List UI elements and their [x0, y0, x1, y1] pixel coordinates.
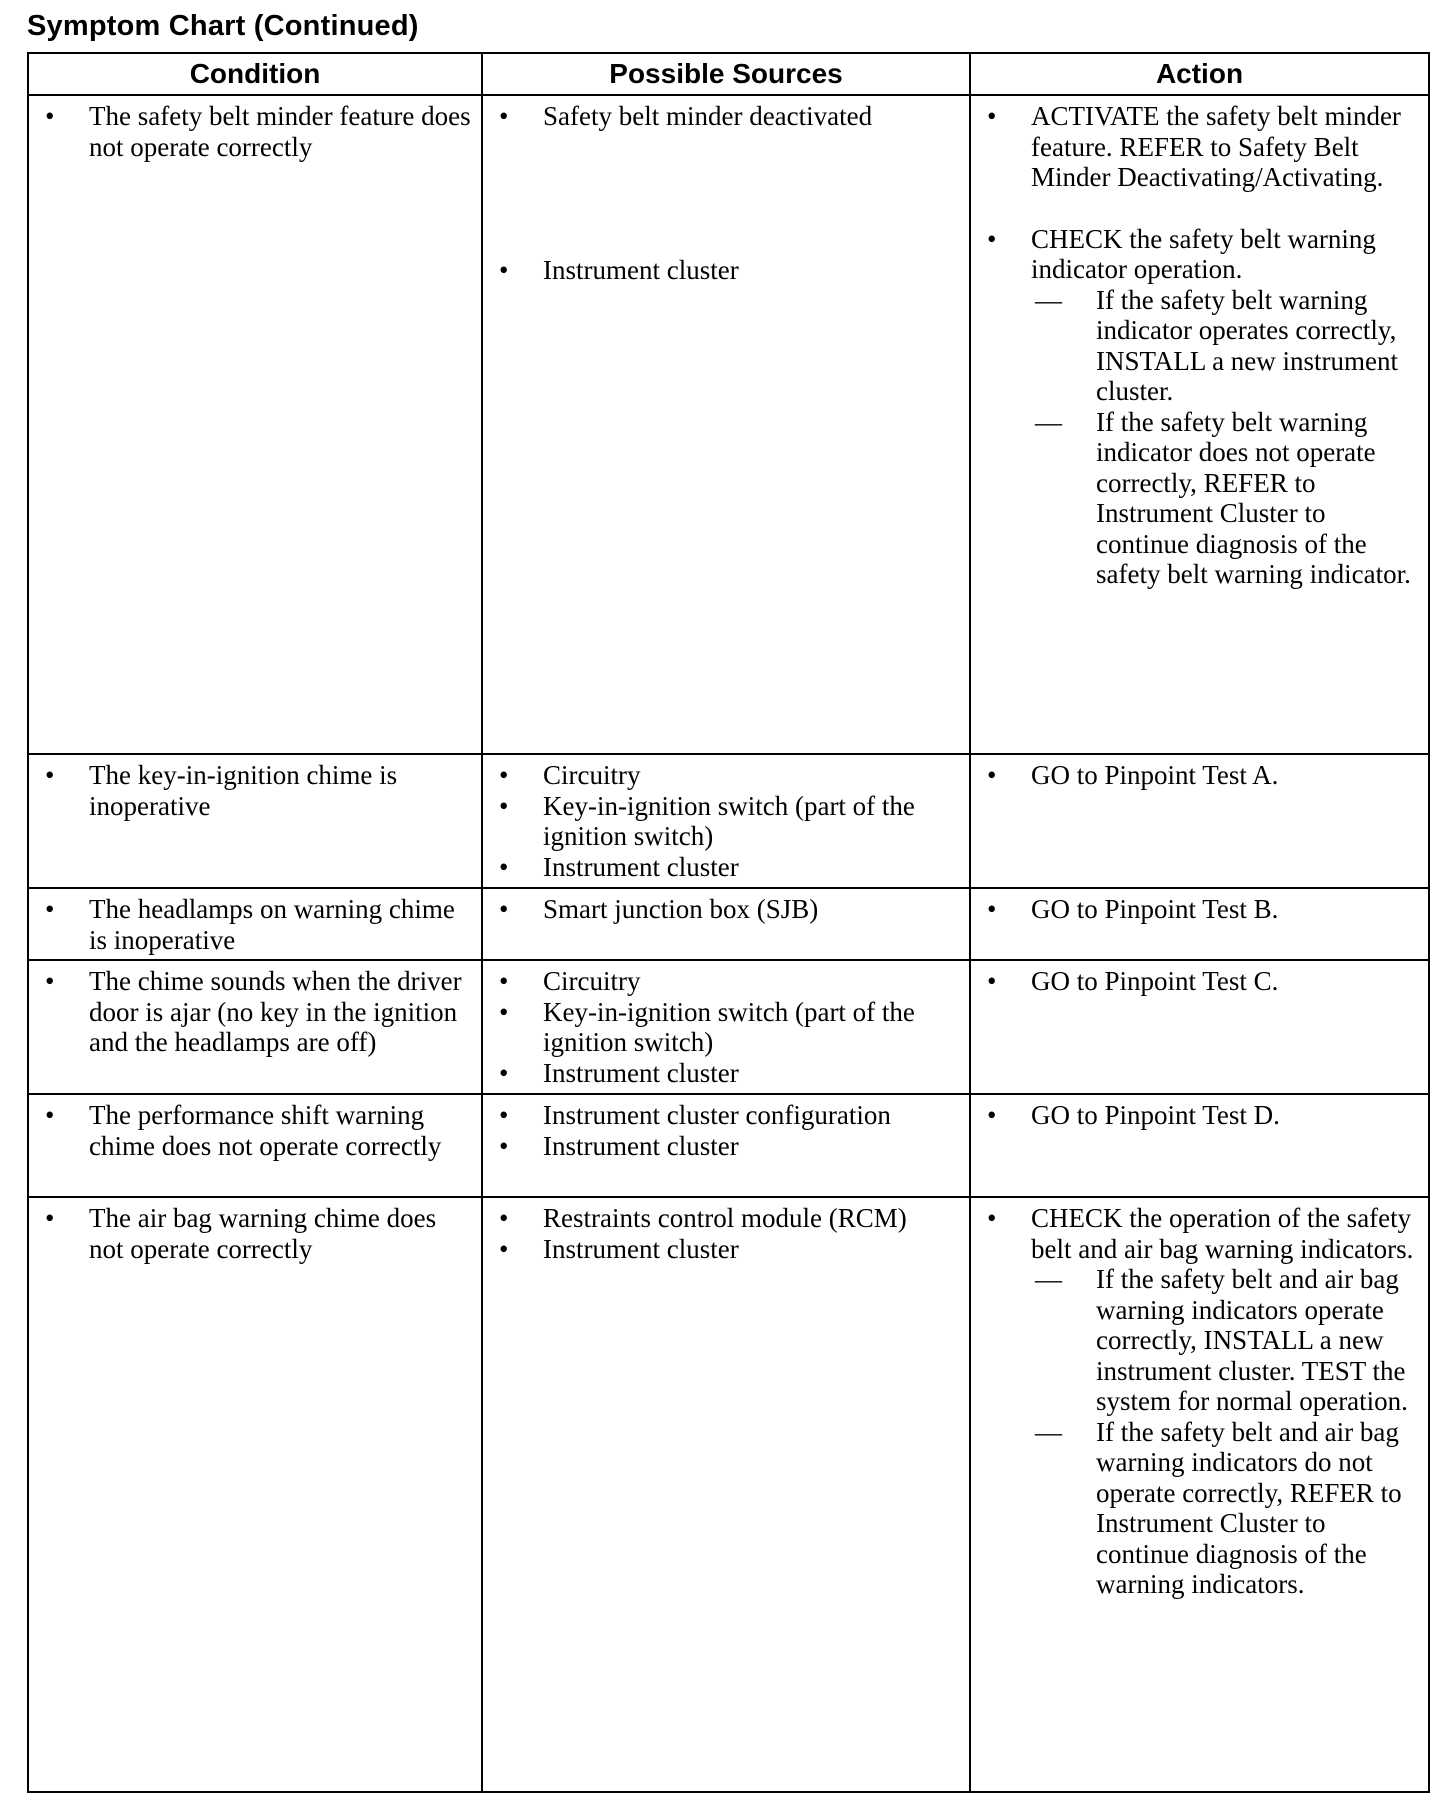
source-item: • Safety belt minder deactivated	[493, 101, 961, 132]
action-item	[981, 1203, 1420, 1600]
table-row	[28, 960, 1429, 1094]
condition-item: • The chime sounds when the driver door is ajar (no key in the ignition and the headlamps are off)	[39, 966, 473, 1058]
action-subitem: — If the safety belt warning indicator does not operate correctly, REFER to Instrument Cluster to continue diagnosis of the safety belt warning indicator.	[1035, 407, 1420, 590]
condition-cell	[28, 1197, 482, 1792]
condition-cell	[28, 1094, 482, 1197]
action-subitem: — If the safety belt and air bag warning indicators operate correctly, INSTALL a new instrument cluster. TEST the system for normal operation.	[1035, 1264, 1420, 1417]
condition-item: • The performance shift warning chime does not operate correctly	[39, 1100, 473, 1161]
sources-cell	[482, 1197, 970, 1792]
source-item: • Key-in-ignition switch (part of the ignition switch)	[493, 997, 961, 1058]
action-cell	[970, 754, 1429, 888]
source-item: • Instrument cluster	[493, 1234, 961, 1265]
source-item: • Instrument cluster configuration	[493, 1100, 961, 1131]
action-cell	[970, 95, 1429, 754]
action-item: • GO to Pinpoint Test B.	[981, 894, 1420, 925]
sources-cell	[482, 960, 970, 1094]
source-item: • Smart junction box (SJB)	[493, 894, 961, 925]
action-item: • ACTIVATE the safety belt minder feature. REFER to Safety Belt Minder Deactivating/Activating.	[981, 101, 1420, 193]
table-row	[28, 1094, 1429, 1197]
sources-cell	[482, 95, 970, 754]
symptom-chart-table	[27, 52, 1430, 1793]
condition-cell	[28, 95, 482, 754]
condition-item: • The key-in-ignition chime is inoperative	[39, 760, 473, 821]
source-item: • Circuitry	[493, 760, 961, 791]
source-item: • Restraints control module (RCM)	[493, 1203, 961, 1234]
header-action: Action	[970, 53, 1429, 95]
source-item: • Key-in-ignition switch (part of the ignition switch)	[493, 791, 961, 852]
action-cell	[970, 1197, 1429, 1792]
sources-cell	[482, 754, 970, 888]
source-item	[493, 255, 961, 286]
action-cell	[970, 1094, 1429, 1197]
table-header-row	[28, 53, 1429, 95]
condition-item: • The headlamps on warning chime is inoperative	[39, 894, 473, 955]
action-item: • GO to Pinpoint Test C.	[981, 966, 1420, 997]
sources-cell	[482, 888, 970, 960]
action-text: CHECK the safety belt warning indicator operation.	[1031, 223, 1376, 284]
table-row	[28, 1197, 1429, 1792]
action-cell	[970, 888, 1429, 960]
table-row	[28, 95, 1429, 754]
condition-cell	[28, 960, 482, 1094]
condition-cell	[28, 754, 482, 888]
source-item: • Instrument cluster	[493, 852, 961, 883]
source-item: • Instrument cluster	[493, 1131, 961, 1162]
action-subitem: — If the safety belt and air bag warning indicators do not operate correctly, REFER to Instrument Cluster to continue diagnosis of the warning indicators.	[1035, 1417, 1420, 1600]
action-subitem: — If the safety belt warning indicator operates correctly, INSTALL a new instrument cluster.	[1035, 285, 1420, 407]
source-item: • Circuitry	[493, 966, 961, 997]
header-possible-sources: Possible Sources	[482, 53, 970, 95]
condition-item: • The safety belt minder feature does not operate correctly	[39, 101, 473, 162]
condition-item: • The air bag warning chime does not operate correctly	[39, 1203, 473, 1264]
header-condition: Condition	[28, 53, 482, 95]
page-title: Symptom Chart (Continued)	[27, 10, 419, 42]
action-item	[981, 224, 1420, 590]
action-text: CHECK the operation of the safety belt and air bag warning indicators.	[1031, 1203, 1414, 1264]
action-item: • GO to Pinpoint Test A.	[981, 760, 1420, 791]
table-row	[28, 754, 1429, 888]
table-row	[28, 888, 1429, 960]
source-text: Instrument cluster	[543, 254, 739, 285]
action-item: • GO to Pinpoint Test D.	[981, 1100, 1420, 1131]
action-cell	[970, 960, 1429, 1094]
source-item: • Instrument cluster	[493, 1058, 961, 1089]
condition-cell	[28, 888, 482, 960]
sources-cell	[482, 1094, 970, 1197]
